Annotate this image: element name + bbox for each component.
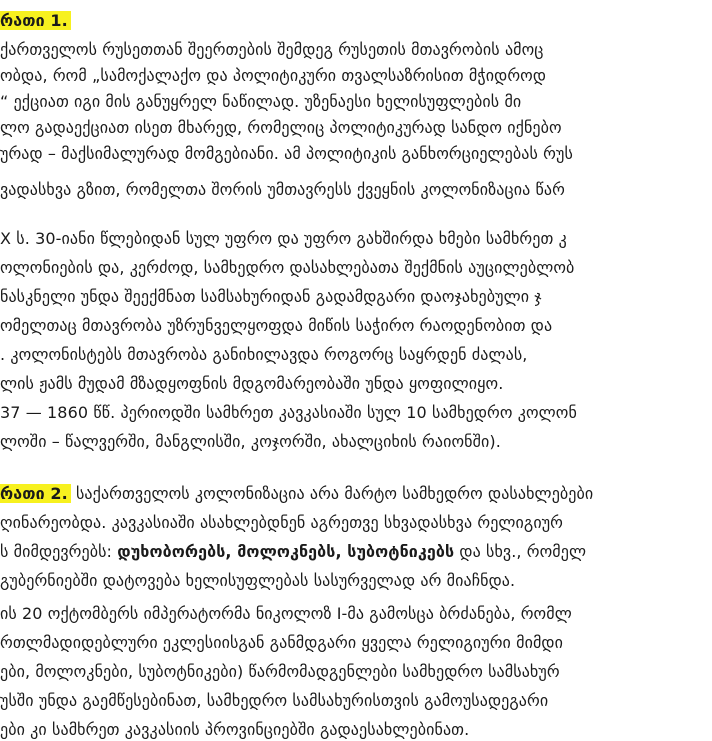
bold-text: დუხობორებს, მოლოკნებს, სუბოტნიკებს <box>117 542 455 561</box>
text-line: ლო გადაექციათ ისეთ მხარედ, რომელიც პოლიტიკურად სანდო იქნებო <box>0 118 562 137</box>
text-line: ები კი სამხრეთ კავკასიის პროვინციებში გადაესახლებინათ. <box>0 720 470 739</box>
text-line: . კოლონისტებს მთავრობა განიხილავდა როგორც საყრდენ ძალას, <box>0 345 528 364</box>
text-line: ურად – მაქსიმალურად მომგებიანი. ამ პოლიტიკის განხორციელებას რუს <box>0 144 573 163</box>
text-line: გუბერნიებში დატოვება ხელისუფლებას სასურველად არ მიაჩნდა. <box>0 571 516 590</box>
text-span: საქართველოს კოლონიზაცია არა მარტო სამხედრო დასახლებები <box>75 484 594 503</box>
text-line: ნასკნელი უნდა შეექმნათ სამსახურიდან გადამდგარი დაოჯახებული ჯ <box>0 287 542 306</box>
section-1-label: რათი 1. <box>0 11 71 30</box>
text-line: ღინარეობდა. კავკასიაში ასახლებდნენ აგრეთვე სხვადასხვა რელიგიურ <box>0 513 564 532</box>
text-line: ვადასხვა გზით, რომელთა შორის უმთავრესს ქვეყნის კოლონიზაცია წარ <box>0 180 565 199</box>
text-line: ობდა, რომ „სამოქალაქო და პოლიტიკური თვალსაზრისით მჭიდროდ <box>0 66 547 85</box>
text-line: 37 — 1860 წწ. პერიოდში სამხრეთ კავკასიაში სულ 10 სამხედრო კოლონ <box>0 403 577 422</box>
text-line: უსში უნდა გაემწესებინათ, სამხედრო სამსახურისთვის გამოუსადეგარი <box>0 691 549 710</box>
text-line: ომელთაც მთავრობა უზრუნველყოფდა მიწის საჭირო რაოდენობით და <box>0 316 553 335</box>
text-line: ქართველოს რუსეთთან შეერთების შემდეგ რუსეთის მთავრობის ამოც <box>0 40 544 59</box>
text-span: ს მიმდევრებს: <box>0 542 113 561</box>
text-line <box>0 541 586 563</box>
text-line: ლის ჟამს მუდამ მზადყოფნის მდგომარეობაში უნდა ყოფილიყო. <box>0 374 504 393</box>
text-line: ოლონიების და, კერძოდ, სამხედრო დასახლებათა შექმნის აუცილებლობ <box>0 258 575 277</box>
text-span: და სხვ., რომელ <box>459 542 587 561</box>
text-line: ლოში – წალვერში, მანგლისში, კოჯორში, ახალციხის რაიონში). <box>0 432 501 451</box>
section-2-first-line <box>0 483 593 505</box>
text-line: ები, მოლოკნები, სუბოტნიკები) წარმომადგენლები სამხედრო სამსახურ <box>0 662 560 681</box>
section-1-heading-line <box>0 10 71 32</box>
text-line: რთლმადიდებლური ეკლესიისგან განმდგარი ყველა რელიგიური მიმდი <box>0 633 563 652</box>
section-2-label: რათი 2. <box>0 484 71 503</box>
text-line: ის 20 ოქტომბერს იმპერატორმა ნიკოლოზ I-მა გამოსცა ბრძანება, რომლ <box>0 604 572 623</box>
text-line: X ს. 30-იანი წლებიდან სულ უფრო და უფრო გახშირდა ხმები სამხრეთ კ <box>0 229 567 248</box>
text-line: “ ექციათ იგი მის განუყრელ ნაწილად. უზენაესი ხელისუფლების მი <box>0 92 522 111</box>
